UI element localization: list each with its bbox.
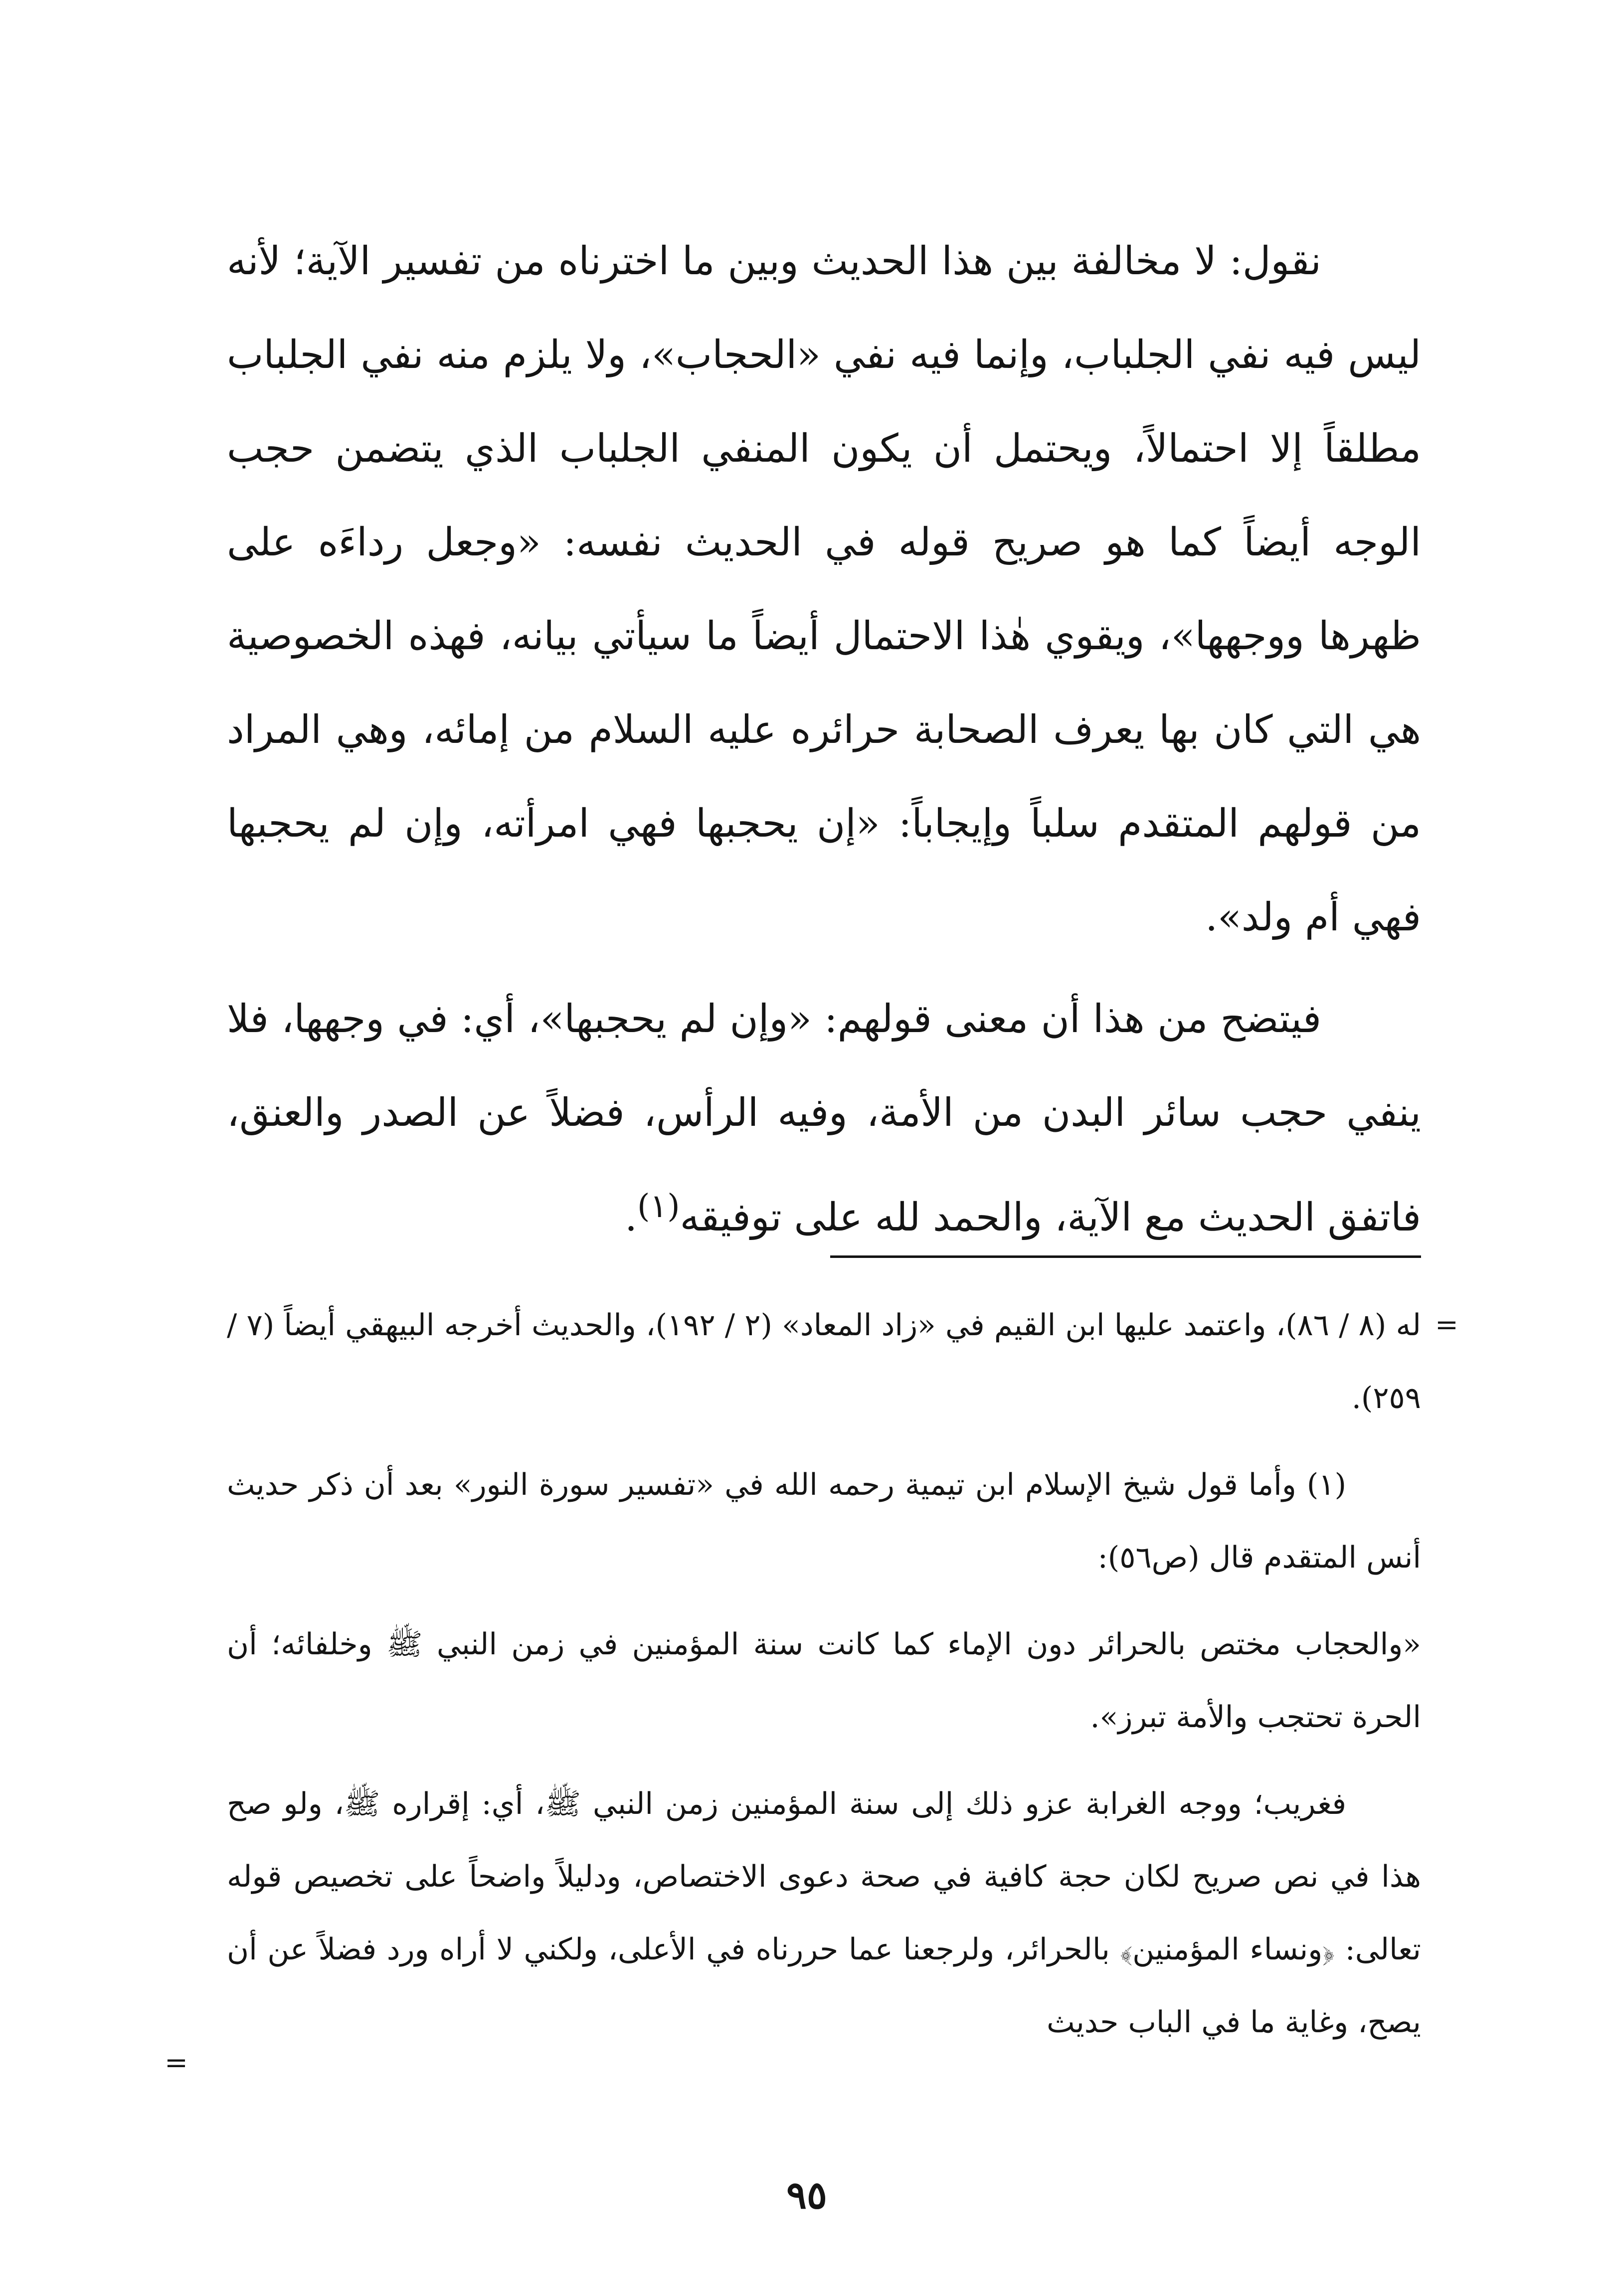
main-text [227,214,1421,1264]
footnote-reference[interactable]: (١) [637,1188,680,1225]
footnote-commentary: فغريب؛ ووجه الغرابة عزو ذلك إلى سنة المؤمنين زمن النبي ﷺ، أي: إقراره ﷺ، ولو صح هذا في نص صريح لكان حجة كافية في صحة دعوى الاختصاص، ودليلاً واضحاً على تخصيص قوله تعالى: ﴿ونساء المؤمنين﴾ بالحرائر، ولرجعنا عما حررناه في الأعلى، ولكني لا أراه ورد فضلاً عن أن يصح، وغاية ما في الباب حديث [227,1786,1421,2040]
paragraph-end-mark: . [625,1195,637,1240]
continuation-mark-top: = [1435,1309,1458,1341]
main-paragraph-2 [227,972,1421,1264]
footnote-quote: «والحجاب مختص بالحرائر دون الإماء كما كانت سنة المؤمنين في زمن النبي ﷺ وخلفائه؛ أن الحرة تحتجب والأمة تبرز». [227,1627,1422,1735]
main-paragraph-2-text: فيتضح من هذا أن معنى قولهم: «وإن لم يحجبها»، أي: في وجهها، فلا ينفي حجب سائر البدن من الأمة، وفيه الرأس، فضلاً عن الصدر والعنق، فاتفق الحديث مع الآية، والحمد لله على توفيقه [227,997,1421,1240]
main-paragraph-1: نقول: لا مخالفة بين هذا الحديث وبين ما اخترناه من تفسير الآية؛ لأنه ليس فيه نفي الجلباب، وإنما فيه نفي «الحجاب»، ولا يلزم منه نفي الجلباب مطلقاً إلا احتمالاً، ويحتمل أن يكون المنفي الجلباب الذي يتضمن حجب الوجه أيضاً كما هو صريح قوله في الحديث نفسه: «وجعل رداءَه على ظهرها ووجهها»، ويقوي هٰذا الاحتمال أيضاً ما سيأتي بيانه، فهذه الخصوصية هي التي كان بها يعرف الصحابة حرائره عليه السلام من إمائه، وهي المراد من قولهم المتقدم سلباً وإيجاباً: «إن يحجبها فهي امرأته، وإن لم يحجبها فهي أم ولد». [227,239,1421,940]
footnote-continued: له (٨ / ٨٦)، واعتمد عليها ابن القيم في «زاد المعاد» (٢ / ١٩٢)، والحديث أخرجه البيهقي أيضاً (٧ / ٢٥٩). [227,1308,1421,1415]
page-number: ٩٥ [786,2173,827,2217]
footnotes [227,1289,1421,2073]
continuation-mark-bottom: = [165,2047,188,2079]
footnote-1: (١) وأما قول شيخ الإسلام ابن تيمية رحمه الله في «تفسير سورة النور» بعد أن ذكر حديث أنس المتقدم قال (ص٥٦): [227,1467,1421,1575]
footnote-divider [830,1255,1421,1258]
